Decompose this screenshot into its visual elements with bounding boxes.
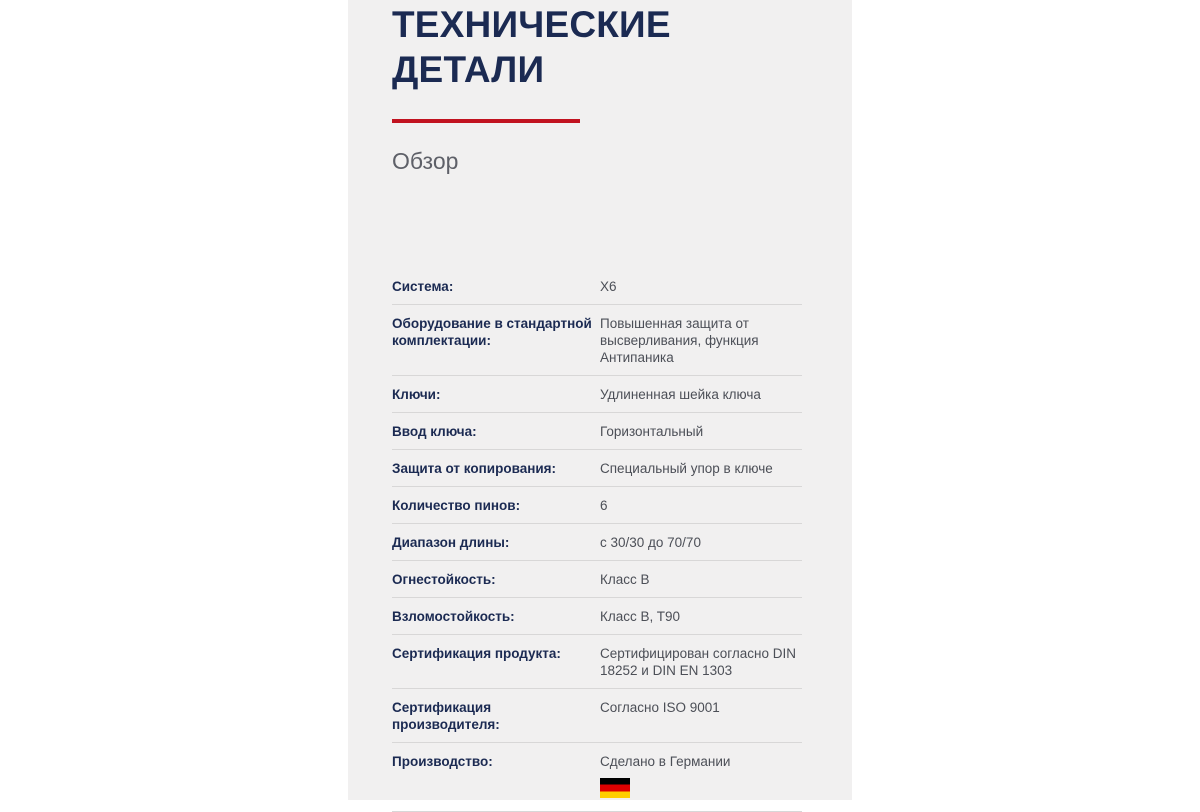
spec-label: Взломостойкость: bbox=[392, 609, 515, 624]
spec-value: X6 bbox=[600, 279, 617, 294]
title-underline-rule bbox=[392, 119, 580, 123]
spec-label: Огнестойкость: bbox=[392, 572, 496, 587]
content-column bbox=[392, 0, 812, 812]
table-row bbox=[392, 635, 802, 689]
spec-value: Согласно ISO 9001 bbox=[600, 700, 720, 715]
germany-flag-icon bbox=[600, 778, 630, 798]
table-row bbox=[392, 413, 802, 450]
spec-value: Класс B, T90 bbox=[600, 609, 681, 624]
spec-label: Система: bbox=[392, 279, 454, 294]
spec-value: 6 bbox=[600, 498, 608, 513]
table-row bbox=[392, 487, 802, 524]
table-row bbox=[392, 268, 802, 305]
spec-value: Сделано в Германии bbox=[600, 754, 731, 769]
spec-value: Класс B bbox=[600, 572, 650, 587]
table-row bbox=[392, 561, 802, 598]
section-subtitle: Обзор bbox=[392, 148, 459, 174]
spec-value: Горизонтальный bbox=[600, 424, 704, 439]
spec-label: Сертификация производителя: bbox=[392, 700, 500, 732]
table-row bbox=[392, 376, 802, 413]
spec-value: Сертифицирован согласно DIN 18252 и DIN EN 1303 bbox=[600, 646, 797, 678]
table-row bbox=[392, 689, 802, 743]
spec-label: Количество пинов: bbox=[392, 498, 521, 513]
table-row bbox=[392, 598, 802, 635]
spec-value: Повышенная защита от высверливания, функция Антипаника bbox=[600, 316, 759, 365]
spec-label: Диапазон длины: bbox=[392, 535, 510, 550]
table-row bbox=[392, 305, 802, 376]
spec-label: Ключи: bbox=[392, 387, 441, 402]
spec-label: Сертификация продукта: bbox=[392, 646, 561, 661]
spec-label: Оборудование в стандартной комплектации: bbox=[392, 316, 592, 348]
table-row bbox=[392, 450, 802, 487]
table-row bbox=[392, 524, 802, 561]
spec-label: Ввод ключа: bbox=[392, 424, 477, 439]
specification-table bbox=[392, 268, 802, 812]
spec-value: с 30/30 до 70/70 bbox=[600, 535, 701, 550]
spec-label: Защита от копирования: bbox=[392, 461, 557, 476]
spec-value: Специальный упор в ключе bbox=[600, 461, 773, 476]
germany-flag-wrapper bbox=[600, 770, 802, 802]
page-title: ТЕХНИЧЕСКИЕ ДЕТАЛИ bbox=[392, 4, 671, 90]
table-row bbox=[392, 743, 802, 812]
spec-label: Производство: bbox=[392, 754, 493, 769]
spec-value-production bbox=[600, 743, 802, 812]
spec-value: Удлиненная шейка ключа bbox=[600, 387, 761, 402]
